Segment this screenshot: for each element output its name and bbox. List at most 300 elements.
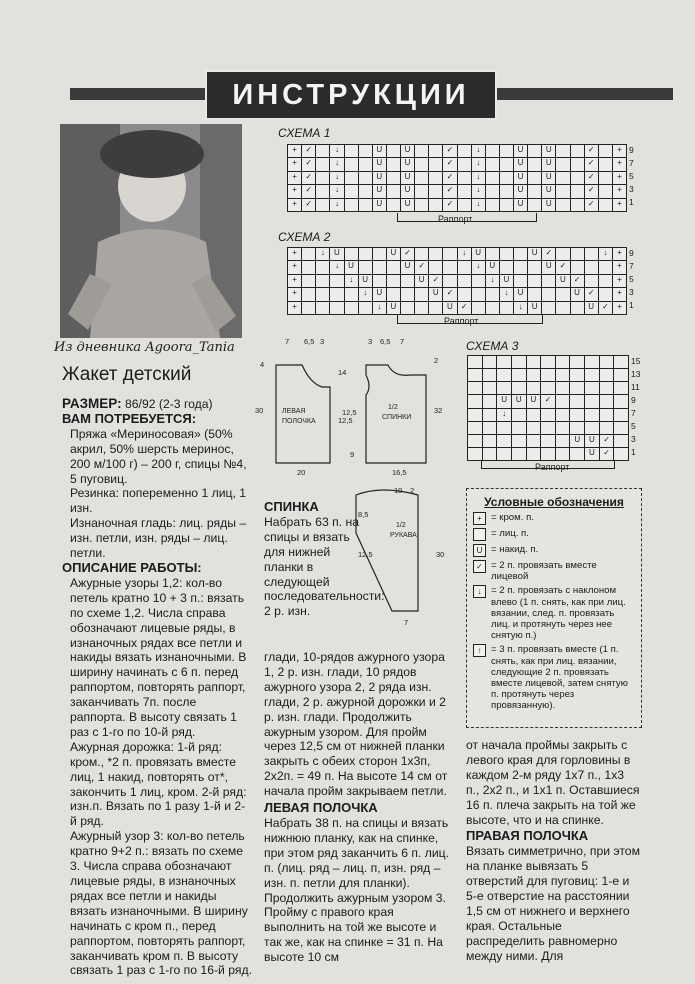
chart-cell: [542, 275, 555, 287]
rib-text: Резинка: попеременно 1 лиц, 1 изн.: [70, 486, 247, 516]
chart-cell: [359, 185, 372, 197]
left-column: [62, 397, 252, 978]
chart-cell: ✓: [599, 302, 612, 314]
chart-cell: U: [542, 199, 555, 211]
chart-cell: [500, 199, 513, 211]
chart-cell: ✓: [443, 145, 456, 157]
chart-cell: [614, 382, 628, 394]
chart-cell: U: [401, 199, 414, 211]
schema1-rapport: Раппорт: [438, 214, 473, 224]
chart-cell: [483, 382, 497, 394]
chart-cell: [528, 199, 541, 211]
chart-cell: [599, 145, 612, 157]
chart-cell: [359, 261, 372, 273]
chart-cell: [483, 395, 497, 407]
chart-cell: [527, 448, 541, 460]
chart-cell: ↓: [373, 302, 386, 314]
chart-cell: [345, 248, 358, 260]
chart-cell: [316, 158, 329, 170]
chart-cell: [415, 185, 428, 197]
chart-cell: [599, 185, 612, 197]
dim-label: 7: [285, 337, 290, 346]
schema3-rownums: [631, 355, 640, 459]
chart-cell: ✓: [585, 288, 598, 300]
chart-cell: +: [613, 199, 626, 211]
chart-cell: ✓: [443, 158, 456, 170]
chart-cell: [330, 275, 343, 287]
schema2-grid: [287, 247, 627, 315]
chart-cell: U: [359, 275, 372, 287]
legend-text: = лиц. п.: [491, 528, 529, 539]
chart-cell: +: [288, 199, 301, 211]
dim-label: 32: [434, 406, 443, 415]
chart-cell: [541, 448, 555, 460]
back-text-a: Набрать 63 п. на спицы и вязать для нижней планки в следующей последовательности: 2 р. изн.: [264, 514, 385, 619]
chart-cell: [458, 288, 471, 300]
chart-cell: ✓: [302, 158, 315, 170]
chart-cell: +: [613, 145, 626, 157]
chart-cell: [527, 369, 541, 381]
chart-cell: [302, 248, 315, 260]
dim-label: 12,5: [342, 408, 357, 417]
back-text-b: глади, 10-рядов ажурного узора 1, 2 р. изн. глади, 10 рядов ажурного узора 2, 2 ряда изн. глади, 2 р. ажурной дорожки и 2 р. изн. глади. Продолжить ажурным узором. Для пройм через 12,5 см от нижней планки закрыть с обеих сторон 1х3п, 2х2п. = 49 п. На высоте 14 см от начала пройм закрываем петли.: [264, 650, 448, 799]
chart-cell: [556, 356, 570, 368]
chart-cell: [468, 369, 482, 381]
chart-cell: [415, 172, 428, 184]
chart-cell: [458, 185, 471, 197]
chart-cell: ↓: [599, 248, 612, 260]
chart-cell: [541, 409, 555, 421]
chart-cell: ✓: [585, 158, 598, 170]
diagram-label: 1/2: [396, 522, 406, 529]
chart-cell: [330, 302, 343, 314]
chart-cell: [497, 356, 511, 368]
chart-cell: +: [288, 248, 301, 260]
photo-caption: Из дневника Agoora_Tania: [54, 340, 235, 355]
chart-cell: U: [571, 288, 584, 300]
diagram-label: РУКАВА: [390, 532, 417, 539]
edge-stitch-icon: +: [473, 512, 486, 525]
chart-cell: ↓: [514, 302, 527, 314]
chart-cell: [556, 185, 569, 197]
chart-cell: [500, 302, 513, 314]
back-heading: СПИНКА: [264, 499, 319, 514]
chart-cell: +: [288, 261, 301, 273]
chart-cell: U: [486, 261, 499, 273]
chart-cell: U: [514, 288, 527, 300]
chart-cell: [570, 409, 584, 421]
chart-cell: [472, 302, 485, 314]
chart-cell: ✓: [302, 199, 315, 211]
legend-item: [473, 544, 635, 557]
dim-label: 16,5: [392, 468, 407, 477]
chart-cell: [512, 409, 526, 421]
chart-cell: [472, 288, 485, 300]
diagram-label: ПОЛОЧКА: [282, 418, 316, 425]
row-number: 9: [629, 145, 634, 155]
chart-cell: [542, 288, 555, 300]
right-front-heading: ПРАВАЯ ПОЛОЧКА: [466, 828, 589, 844]
chart-cell: ✓: [302, 145, 315, 157]
schema1-grid: [287, 144, 627, 212]
chart-cell: ✓: [302, 185, 315, 197]
legend-text: = накид. п.: [491, 544, 539, 555]
chart-cell: [585, 261, 598, 273]
chart-cell: ↓: [330, 185, 343, 197]
chart-cell: [556, 145, 569, 157]
legend-item: [473, 512, 635, 525]
chart-cell: ↓: [330, 261, 343, 273]
chart-cell: U: [472, 248, 485, 260]
child-photo-image: [60, 124, 242, 338]
chart-cell: [486, 248, 499, 260]
chart-cell: [556, 369, 570, 381]
row-number: 3: [629, 184, 634, 194]
chart-cell: [556, 248, 569, 260]
chart-cell: ↓: [330, 172, 343, 184]
chart-cell: [443, 248, 456, 260]
chart-cell: [500, 185, 513, 197]
chart-cell: +: [613, 185, 626, 197]
chart-cell: U: [542, 145, 555, 157]
chart-cell: U: [514, 199, 527, 211]
chart-cell: [571, 199, 584, 211]
chart-cell: [585, 395, 599, 407]
chart-cell: ✓: [401, 248, 414, 260]
chart-cell: [415, 288, 428, 300]
dim-label: 6,5: [304, 337, 315, 346]
chart-cell: [316, 261, 329, 273]
work-heading: ОПИСАНИЕ РАБОТЫ:: [62, 559, 202, 575]
chart-cell: [330, 288, 343, 300]
pattern3-text: Ажурный узор 3: кол-во петель кратно 9+2 п.: вязать по схеме 3. Числа справа обозначают лицевые ряды, в изнаночных рядах все петли и накиды вязать изнаночными. В ширину начинать с кром п., перед раппортом, повторять раппорт, заканчивать кром п. В высоту связать 1 раз с 1-го по 16-й ряд.: [70, 829, 252, 978]
chart-cell: U: [373, 145, 386, 157]
dim-label: 14: [338, 368, 347, 377]
chart-cell: +: [613, 288, 626, 300]
dim-label: 8,5: [358, 510, 369, 519]
chart-cell: ✓: [302, 172, 315, 184]
schema1-label: СХЕМА 1: [278, 126, 331, 140]
chart-cell: ↓: [472, 172, 485, 184]
chart-cell: [571, 145, 584, 157]
chart-cell: [570, 422, 584, 434]
chart-cell: [556, 409, 570, 421]
chart-cell: [600, 395, 614, 407]
child-photo: [60, 124, 242, 338]
chart-cell: U: [401, 158, 414, 170]
chart-cell: ↓: [345, 275, 358, 287]
chart-cell: U: [514, 172, 527, 184]
row-number: 11: [631, 382, 640, 392]
chart-cell: ✓: [443, 185, 456, 197]
row-number: 1: [629, 300, 634, 310]
chart-cell: U: [512, 395, 526, 407]
chart-cell: +: [613, 261, 626, 273]
chart-cell: ✓: [458, 302, 471, 314]
chart-cell: [600, 409, 614, 421]
chart-cell: [458, 172, 471, 184]
page-title: ИНСТРУКЦИИ: [205, 70, 497, 120]
chart-cell: [556, 382, 570, 394]
row-number: 3: [629, 287, 634, 297]
legend-text: = 2 п. провязать вместе лицевой: [491, 560, 597, 583]
chart-cell: U: [373, 199, 386, 211]
dim-label: 12,5: [358, 550, 373, 559]
chart-cell: [571, 158, 584, 170]
chart-cell: [458, 261, 471, 273]
chart-cell: U: [585, 448, 599, 460]
chart-cell: [443, 275, 456, 287]
chart-cell: U: [497, 395, 511, 407]
chart-cell: [468, 395, 482, 407]
chart-cell: [483, 448, 497, 460]
chart-cell: [541, 435, 555, 447]
chart-cell: [302, 261, 315, 273]
chart-cell: [497, 448, 511, 460]
diagram-label: ЛЕВАЯ: [282, 408, 306, 415]
chart-cell: [359, 199, 372, 211]
chart-cell: [614, 409, 628, 421]
chart-cell: [316, 145, 329, 157]
legend-title: Условные обозначения: [484, 495, 624, 509]
chart-cell: ✓: [585, 199, 598, 211]
chart-cell: [527, 409, 541, 421]
yarn-over-icon: U: [473, 544, 486, 557]
chart-cell: [614, 356, 628, 368]
chart-cell: [527, 435, 541, 447]
chart-cell: [585, 275, 598, 287]
schema2-label: СХЕМА 2: [278, 230, 331, 244]
right-column: [466, 738, 640, 964]
chart-cell: [345, 158, 358, 170]
chart-cell: [541, 422, 555, 434]
knit-stitch-icon: [473, 528, 486, 541]
chart-cell: [542, 302, 555, 314]
dim-label: 7: [404, 618, 409, 627]
chart-cell: [429, 172, 442, 184]
back-section-cont: [264, 650, 452, 965]
purl-text: Изнаночная гладь: лиц. ряды – изн. петли, изн. ряды – лиц. петли.: [70, 516, 247, 561]
chart-cell: [486, 158, 499, 170]
chart-cell: [345, 185, 358, 197]
chart-cell: [512, 356, 526, 368]
chart-cell: [483, 369, 497, 381]
chart-cell: ✓: [429, 275, 442, 287]
chart-cell: [458, 158, 471, 170]
chart-cell: +: [288, 172, 301, 184]
chart-cell: [429, 261, 442, 273]
chart-cell: [571, 261, 584, 273]
chart-cell: U: [415, 275, 428, 287]
chart-cell: [415, 199, 428, 211]
chart-cell: [302, 302, 315, 314]
chart-cell: [500, 158, 513, 170]
legend-item: [473, 585, 635, 641]
chart-cell: ✓: [600, 448, 614, 460]
row-number: 5: [631, 421, 636, 431]
chart-cell: U: [401, 185, 414, 197]
chart-cell: [514, 261, 527, 273]
chart-cell: [472, 275, 485, 287]
chart-cell: [600, 369, 614, 381]
chart-cell: [570, 369, 584, 381]
chart-cell: [512, 422, 526, 434]
row-number: 5: [629, 171, 634, 181]
chart-cell: [468, 435, 482, 447]
chart-cell: [401, 275, 414, 287]
chart-cell: [429, 185, 442, 197]
chart-cell: ↓: [458, 248, 471, 260]
dim-label: 2: [434, 356, 439, 365]
chart-cell: [585, 409, 599, 421]
chart-cell: [571, 302, 584, 314]
dim-label: 30: [436, 550, 445, 559]
chart-cell: [528, 172, 541, 184]
dim-label: 3: [368, 337, 373, 346]
size-label: РАЗМЕР:: [62, 396, 122, 411]
chart-cell: [429, 158, 442, 170]
chart-cell: [316, 275, 329, 287]
chart-cell: [373, 248, 386, 260]
chart-cell: [556, 288, 569, 300]
chart-cell: U: [401, 261, 414, 273]
chart-cell: ✓: [443, 172, 456, 184]
chart-cell: ↓: [330, 158, 343, 170]
dim-label: 9: [350, 450, 355, 459]
chart-cell: ↓: [472, 185, 485, 197]
chart-cell: [600, 356, 614, 368]
chart-cell: [556, 422, 570, 434]
chart-cell: [345, 302, 358, 314]
chart-cell: ✓: [600, 435, 614, 447]
chart-cell: [359, 248, 372, 260]
chart-cell: U: [373, 158, 386, 170]
diagram-label: СПИНКИ: [382, 414, 412, 421]
chart-cell: [468, 409, 482, 421]
chart-cell: [345, 145, 358, 157]
chart-cell: [512, 369, 526, 381]
chart-cell: [599, 288, 612, 300]
chart-cell: U: [542, 261, 555, 273]
k2tog-icon: ✓: [473, 560, 486, 573]
chart-cell: U: [401, 172, 414, 184]
chart-cell: [458, 199, 471, 211]
ssk-icon: ↓: [473, 585, 486, 598]
chart-cell: [571, 172, 584, 184]
chart-cell: [483, 435, 497, 447]
chart-cell: U: [585, 302, 598, 314]
chart-cell: [415, 248, 428, 260]
dim-label: 20: [297, 468, 306, 477]
chart-cell: U: [500, 275, 513, 287]
dim-label: 3: [320, 337, 325, 346]
row-number: 3: [631, 434, 636, 444]
chart-cell: U: [528, 302, 541, 314]
chart-cell: ✓: [541, 395, 555, 407]
chart-cell: [483, 409, 497, 421]
chart-cell: +: [613, 302, 626, 314]
materials-text: Пряжа «Мериносовая» (50% акрил, 50% шерсть меринос, 200 м/100 г) – 200 г, спицы №4, 5 пуговиц.: [70, 426, 247, 486]
chart-cell: [468, 448, 482, 460]
chart-cell: [316, 185, 329, 197]
legend-item: [473, 560, 635, 582]
dim-label: 2: [410, 486, 415, 495]
chart-cell: [600, 422, 614, 434]
row-number: 1: [631, 447, 636, 457]
chart-cell: [556, 448, 570, 460]
chart-cell: U: [585, 435, 599, 447]
chart-cell: [359, 302, 372, 314]
chart-cell: [599, 275, 612, 287]
chart-cell: ✓: [571, 275, 584, 287]
chart-cell: U: [330, 248, 343, 260]
chart-cell: [429, 145, 442, 157]
chart-cell: [316, 199, 329, 211]
chart-cell: [585, 422, 599, 434]
chart-cell: [468, 382, 482, 394]
chart-cell: U: [429, 288, 442, 300]
chart-cell: [541, 356, 555, 368]
chart-cell: [570, 395, 584, 407]
chart-cell: [500, 248, 513, 260]
chart-cell: [614, 448, 628, 460]
chart-cell: [571, 185, 584, 197]
chart-cell: [614, 369, 628, 381]
chart-cell: U: [373, 172, 386, 184]
schema3-grid: [467, 355, 629, 461]
chart-cell: ↓: [486, 275, 499, 287]
chart-cell: ↓: [472, 261, 485, 273]
chart-cell: ✓: [585, 185, 598, 197]
chart-cell: [599, 261, 612, 273]
schema1-rownums: [629, 144, 634, 209]
article-title: Жакет детский: [62, 364, 192, 385]
dim-label: 30: [255, 406, 264, 415]
row-number: 1: [629, 197, 634, 207]
schema2-rownums: [629, 247, 634, 312]
chart-cell: [497, 369, 511, 381]
row-number: 7: [631, 408, 636, 418]
chart-cell: [387, 185, 400, 197]
chart-cell: [359, 172, 372, 184]
chart-cell: [514, 248, 527, 260]
chart-cell: ↓: [330, 145, 343, 157]
chart-cell: [570, 356, 584, 368]
lace-text: Ажурные узоры 1,2: кол-во петель кратно 10 + 3 п.: вязать по схеме 1,2. Числа справа обозначают лицевые ряды, в изнаночных рядах все петли и накиды вязать изнаночными. В ширину начинать с 6 п. перед раппортом, повторять раппорт, заканчивать 7п. после раппорта. В высоту связать 1 раз с 1-го по 10-й ряд.: [70, 575, 247, 739]
chart-cell: [528, 158, 541, 170]
chart-cell: U: [514, 158, 527, 170]
chart-cell: [571, 248, 584, 260]
chart-cell: +: [613, 248, 626, 260]
chart-cell: U: [514, 145, 527, 157]
schema3-label: СХЕМА 3: [466, 339, 519, 353]
chart-cell: +: [288, 275, 301, 287]
chart-cell: ✓: [415, 261, 428, 273]
chart-cell: [486, 302, 499, 314]
chart-cell: U: [387, 302, 400, 314]
chart-cell: [556, 199, 569, 211]
chart-cell: U: [527, 395, 541, 407]
chart-cell: [500, 145, 513, 157]
chart-cell: [541, 369, 555, 381]
chart-cell: [373, 261, 386, 273]
chart-cell: [345, 172, 358, 184]
right-front-text: Вязать симметрично, при этом на планке вывязать 5 отверстий для пуговиц: 1-е и 5-е отверстие на расстоянии 1,5 см от нижнего и верхнего края. Остальные распределить равномерно между ними. Для: [466, 844, 640, 963]
chart-cell: [468, 422, 482, 434]
chart-cell: U: [542, 172, 555, 184]
chart-cell: ↓: [359, 288, 372, 300]
chart-cell: [468, 356, 482, 368]
